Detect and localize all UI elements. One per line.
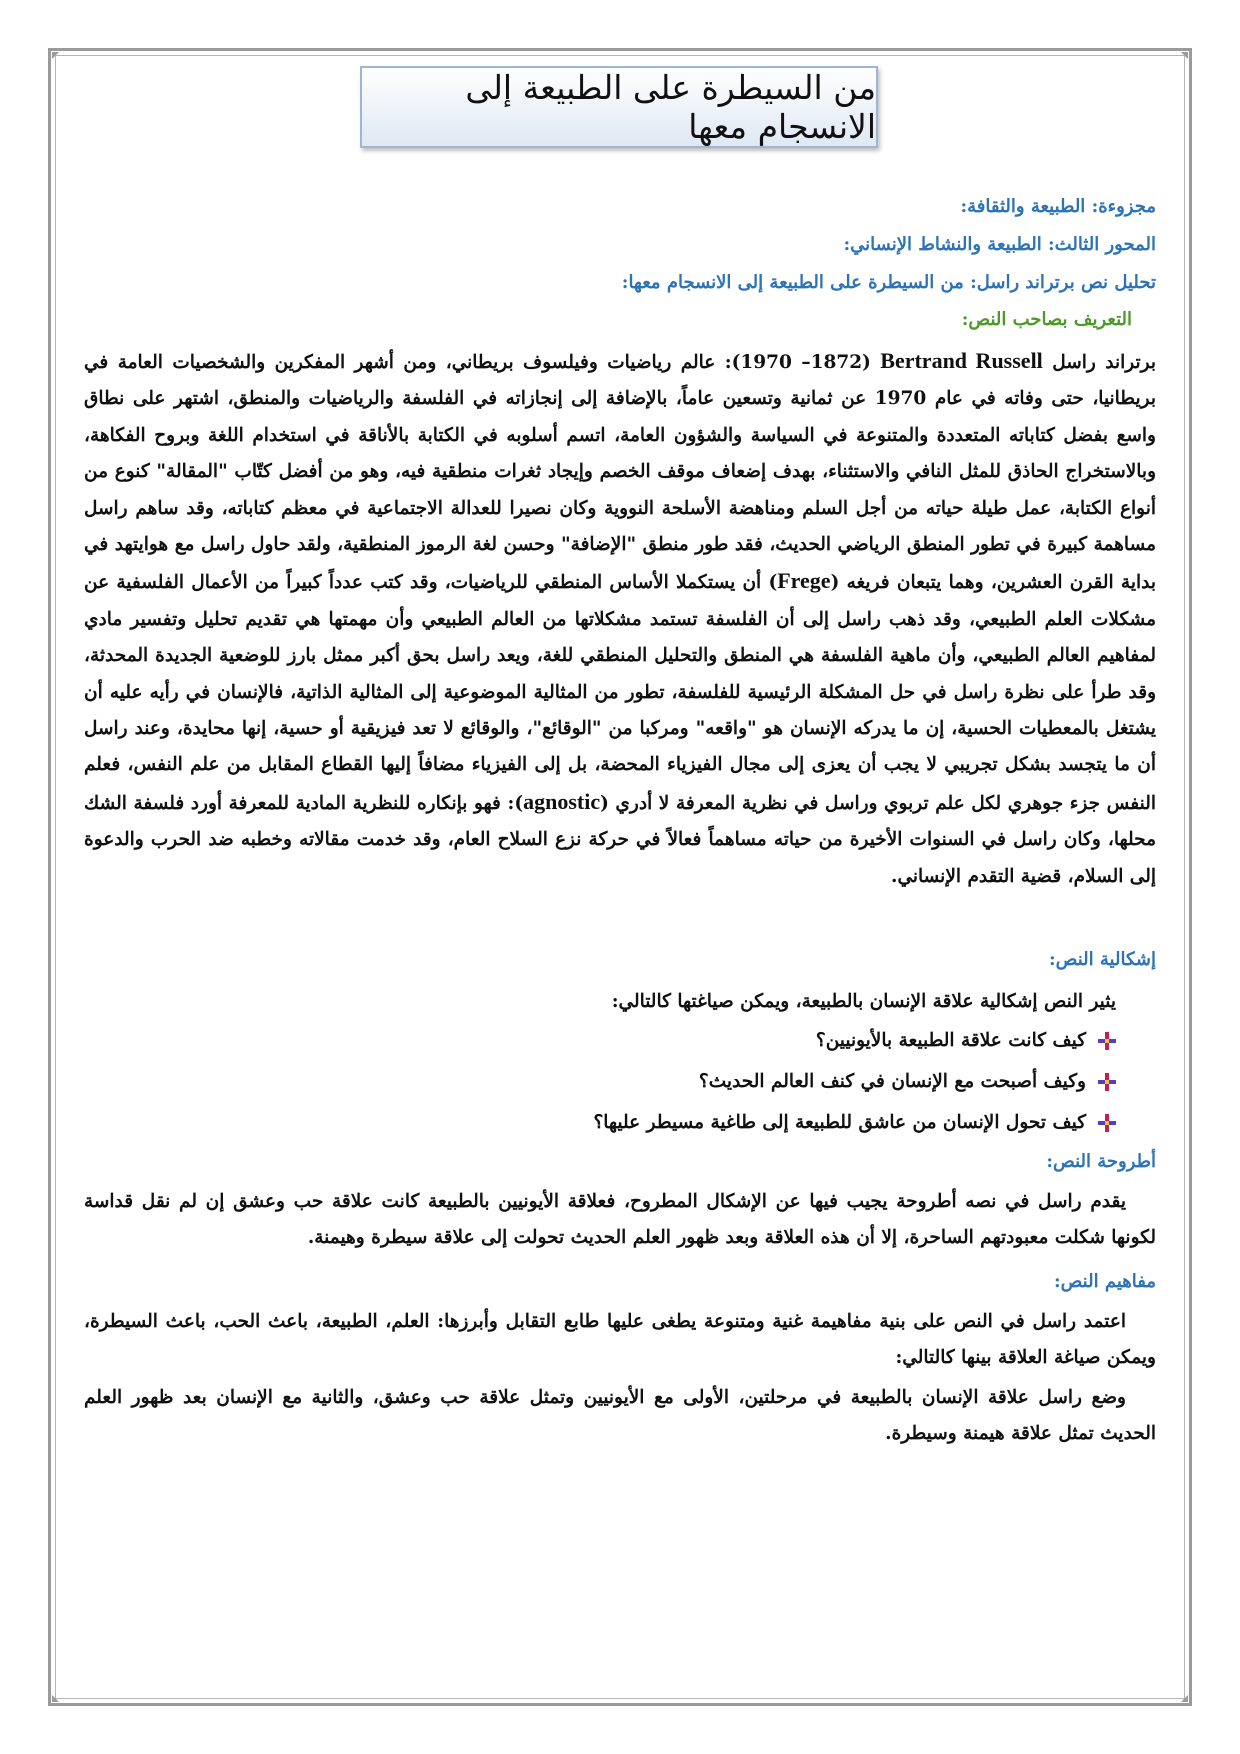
author-latin-name: Bertrand Russell <box>880 348 1043 373</box>
plus-bullet-icon <box>1098 1032 1116 1050</box>
question-list <box>116 1020 1116 1143</box>
author-biography <box>84 343 1156 895</box>
axis-heading: المحور الثالث: الطبيعة والنشاط الإنساني: <box>843 234 1156 255</box>
question-text: وكيف أصبحت مع الإنسان في كنف العالم الحديث؟ <box>698 1071 1086 1092</box>
bio-text: ) أن يستكملا الأساس المنطقي للرياضيات، وقد كتب عدداً كبيراً من الأعمال الفلسفية عن مشكلات العلم الطبيعي، وقد ذهب راسل إلى أن الفلسفة تستمد مشكلاتها من العالم الطبيعي وأن مهمتها هي تقديم تحليل وتفسير مادي لمفاهيم العالم الطبيعي، وأن ماهية الفلسفة هي المنطق والتحليل المنطقي للغة، ويعد راسل بحق أكبر ممثل بارز للوضعية الجديدة المحدثة، وقد طرأ على نظرة راسل في حل المشكلة الرئيسية للفلسفة، تطور من المثالية الموضوعية إلى المثالية الذاتية، فالإنسان في رأيه عليه أن يشتغل بالمعطيات الحسية، إن ما يدركه الإنسان هو "واقعه" ومركبا من "الوقائع"، والوقائع لا تعد فيزيقية أو حسية، إنها محايدة، وعند راسل أن ما يتجسد بشكل تجريبي لا يجب أن يعزى إلى مجال الفيزياء المحضة، بل إلى الفيزياء مضافاً إليها القطاع المقابل من علم النفس، فعلم النفس جزء جوهري لكل علم تربوي وراسل في نظرية المعرفة لا أدري ( <box>84 572 1156 814</box>
analysis-heading: تحليل نص برتراند راسل: من السيطرة على الطبيعة إلى الانسجام معها: <box>621 272 1156 293</box>
question-text: كيف تحول الإنسان من عاشق للطبيعة إلى طاغية مسيطر عليها؟ <box>593 1112 1086 1133</box>
corner-ornament <box>1181 1695 1188 1702</box>
corner-ornament <box>1181 52 1188 59</box>
author-intro-heading: التعريف بصاحب النص: <box>961 309 1132 330</box>
problem-intro: يثير النص إشكالية علاقة الإنسان بالطبيعة، ويمكن صياغتها كالتالي: <box>611 991 1116 1012</box>
page-title: من السيطرة على الطبيعة إلى الانسجام معها <box>360 66 878 148</box>
bio-text: برتراند راسل <box>1042 352 1156 373</box>
corner-ornament <box>52 1695 59 1702</box>
thesis-text: يقدم راسل في نصه أطروحة يجيب فيها عن الإشكال المطروح، فعلاقة الأيونيين بالطبيعة كانت علاقة حب وعشق إن لم نقل قداسة لكونها شكلت معبودتهم الساحرة، إلا أن هذه العلاقة وبعد ظهور العلم الحديث تحولت إلى علاقة سيطرة وهيمنة. <box>84 1191 1156 1248</box>
concepts-heading: مفاهيم النص: <box>1053 1271 1156 1292</box>
module-heading: مجزوءة: الطبيعة والثقافة: <box>960 196 1156 217</box>
bio-text: ): فهو بإنكاره للنظرية المادية للمعرفة أورد فلسفة الشك محلها، وكان راسل في السنوات الأخيرة من حياته مساهماً فعالاً في حركة نزع السلاح العام، وقد خدمت مقالاته وخطبه ضد الحرب والدعوة إلى السلام، قضية التقدم الإنساني. <box>84 792 1156 887</box>
plus-bullet-icon <box>1098 1114 1116 1132</box>
bio-text: (1872– 1970): عالم رياضيات وفيلسوف بريطاني، ومن أشهر المفكرين والشخصيات العامة في بريطانيا، حتى وفاته في عام 1970 عن ثمانية وتسعين عاماً، بالإضافة إلى إنجازاته في الفلسفة والرياضيات والمنطق، اشتهر على نطاق واسع بفضل كتاباته المتعددة والمتنوعة في السياسة والشؤون العامة، اتسم أسلوبه في الكتابة بالأناقة في استخدام اللغة وبروح الفكاهة، وبالاستخراج الحاذق للمثل النافي والاستثناء، بهدف إضعاف موقف الخصم وإيجاد ثغرات منطقية فيه، وهو من أفضل كتّاب "المقالة" كنوع من أنواع الكتابة، عمل طيلة حياته من أجل السلم ومناهضة الأسلحة النووية وكان نصيرا للعدالة الاجتماعية في معظم كتاباته، وقد ساهم راسل مساهمة كبيرة في تطور المنطق الرياضي الحديث، فقد طور منطق "الإضافة" وحسن لغة الرموز المنطقية، ولقد حاول راسل مع هوايتهد في بداية القرن العشرين، وهما يتبعان فريغه ( <box>84 352 1156 594</box>
list-item <box>116 1102 1116 1143</box>
frege-latin-name: Frege <box>777 568 831 594</box>
corner-ornament <box>52 52 59 59</box>
thesis-heading: أطروحة النص: <box>1046 1151 1156 1172</box>
concepts-text: اعتمد راسل في النص على بنية مفاهيمة غنية ومتنوعة يطغى عليها طابع التقابل وأبرزها: العلم، الطبيعة، باعث الحب، باعث السيطرة، ويمكن صياغة العلاقة بينها كالتالي: <box>84 1311 1156 1368</box>
concepts-relation-text: وضع راسل علاقة الإنسان بالطبيعة في مرحلتين، الأولى مع الأيونيين وتمثل علاقة حب وعشق، والثانية مع الإنسان بعد ظهور العلم الحديث تمثل علاقة هيمنة وسيطرة. <box>84 1387 1156 1444</box>
question-text: كيف كانت علاقة الطبيعة بالأيونيين؟ <box>815 1030 1086 1051</box>
list-item <box>116 1061 1116 1102</box>
plus-bullet-icon <box>1098 1073 1116 1091</box>
agnostic-term: agnostic <box>523 788 601 814</box>
problem-heading: إشكالية النص: <box>1049 949 1156 970</box>
list-item <box>116 1020 1116 1061</box>
